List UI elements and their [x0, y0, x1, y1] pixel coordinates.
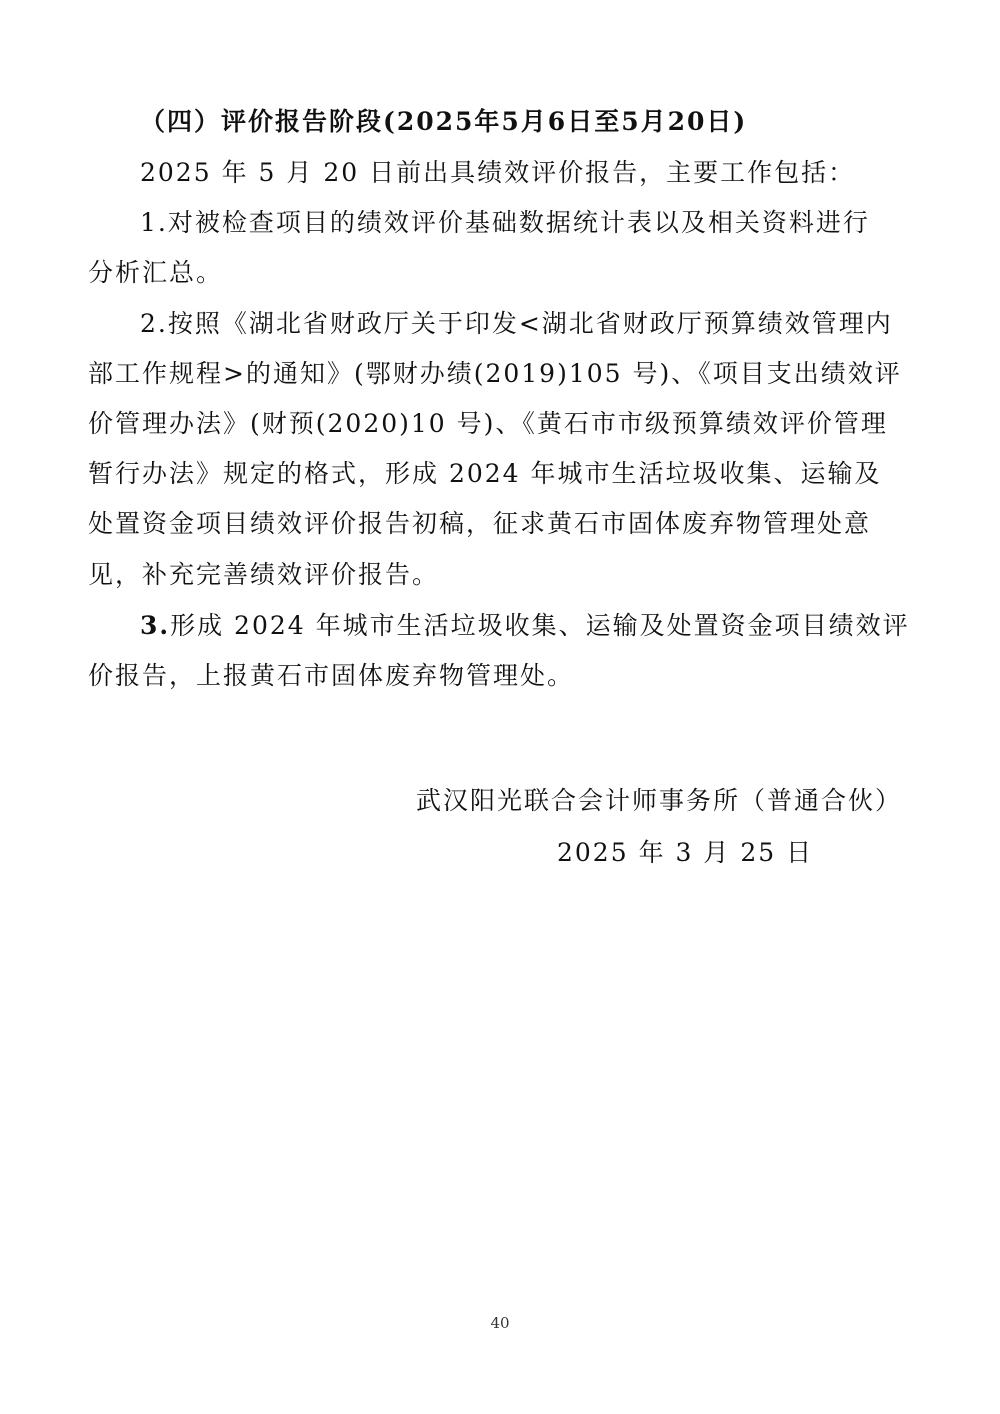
item3-line1-text: 形成 2024 年城市生活垃圾收集、运输及处置资金项目绩效评: [170, 611, 910, 640]
signature-organization: 武汉阳光联合会计师事务所（普通合伙）: [416, 786, 903, 815]
item2-line4: 暂行办法》规定的格式，形成 2024 年城市生活垃圾收集、运输及: [88, 459, 882, 488]
signature-date: 2025 年 3 月 25 日: [557, 838, 814, 867]
item2-line2: 部工作规程>的通知》(鄂财办绩(2019)105 号)、《项目支出绩效评: [88, 359, 902, 388]
section-heading: （四）评价报告阶段(2025年5月6日至5月20日): [140, 107, 748, 136]
item3-number: 3.: [140, 611, 171, 640]
intro-paragraph: 2025 年 5 月 20 日前出具绩效评价报告，主要工作包括：: [140, 158, 856, 187]
item1-line2: 分析汇总。: [88, 258, 224, 287]
item1-line1: 1.对被检查项目的绩效评价基础数据统计表以及相关资料进行: [140, 208, 870, 237]
item3-line2: 价报告，上报黄石市固体废弃物管理处。: [88, 661, 575, 690]
item2-line1: 2.按照《湖北省财政厅关于印发<湖北省财政厅预算绩效管理内: [140, 309, 893, 338]
item2-line3: 价管理办法》(财预(2020)10 号)、《黄石市市级预算绩效评价管理: [88, 409, 888, 438]
item2-line5: 处置资金项目绩效评价报告初稿，征求黄石市固体废弃物管理处意: [88, 509, 872, 538]
item3-line1: [140, 609, 910, 643]
page-number: 40: [490, 1314, 510, 1332]
item2-line6: 见，补充完善绩效评价报告。: [88, 560, 440, 589]
